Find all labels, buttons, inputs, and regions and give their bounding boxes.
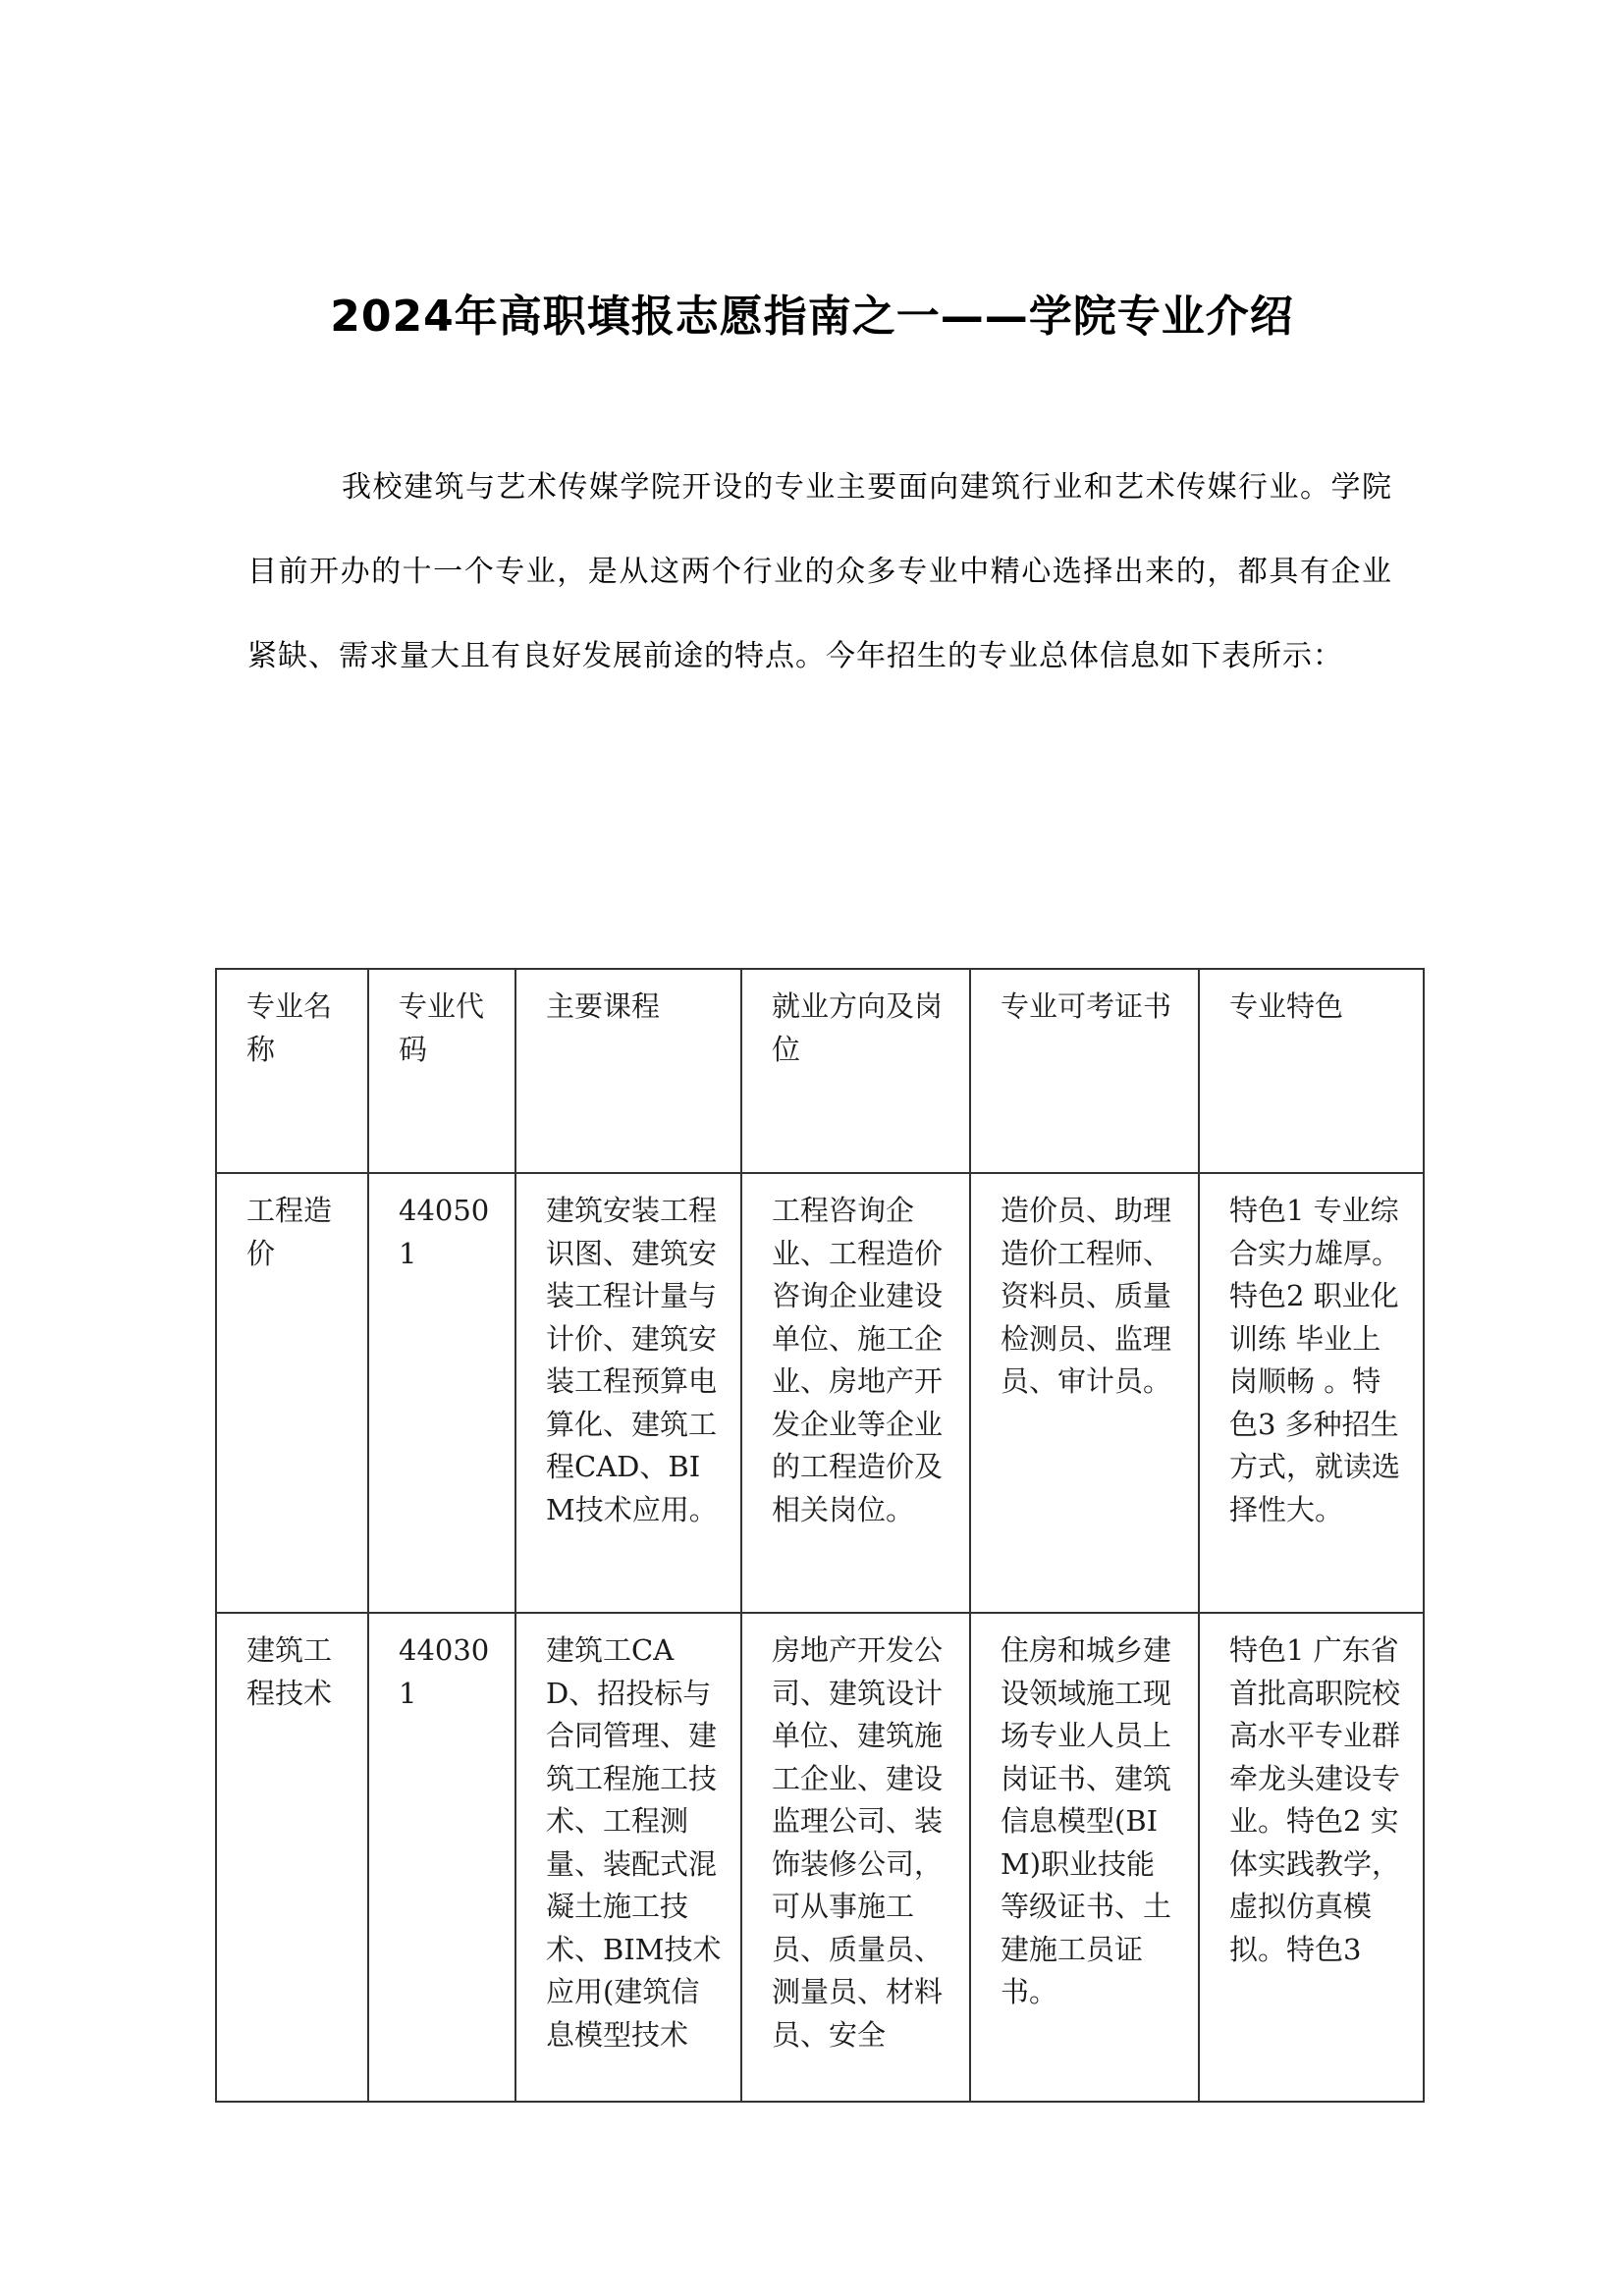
header-career-direction: 就业方向及岗位 — [741, 969, 970, 1173]
cell-features: 特色1 广东省首批高职院校高水平专业群牵龙头建设专业。特色2 实体实践教学，虚拟仿真模拟。特色3 — [1199, 1613, 1424, 2102]
header-features: 专业特色 — [1199, 969, 1424, 1173]
cell-main-courses: 建筑安装工程识图、建筑安装工程计量与计价、建筑安装工程预算电算化、建筑工程CAD、BIM技术应用。 — [515, 1173, 741, 1613]
intro-paragraph: 我校建筑与艺术传媒学院开设的专业主要面向建筑行业和艺术传媒行业。学院目前开办的十一个专业，是从这两个行业的众多专业中精心选择出来的，都具有企业紧缺、需求量大且有良好发展前途的特点。今年招生的专业总体信息如下表所示： — [247, 470, 1392, 673]
page-title: 2024年高职填报志愿指南之一——学院专业介绍 — [330, 292, 1294, 342]
cell-career-direction: 房地产开发公司、建筑设计单位、建筑施工企业、建设监理公司、装饰装修公司，可从事施工员、质量员、测量员、材料员、安全 — [741, 1613, 970, 2102]
cell-major-name: 工程造价 — [216, 1173, 368, 1613]
table-row — [216, 1173, 1424, 1613]
cell-features: 特色1 专业综合实力雄厚。特色2 职业化训练 毕业上岗顺畅 。特色3 多种招生方式，就读选择性大。 — [1199, 1173, 1424, 1613]
cell-main-courses: 建筑工CAD、招投标与合同管理、建筑工程施工技术、工程测量、装配式混凝土施工技术、BIM技术应用(建筑信息模型技术 — [515, 1613, 741, 2102]
cell-certificates: 造价员、助理造价工程师、资料员、质量检测员、监理员、审计员。 — [970, 1173, 1199, 1613]
majors-table — [215, 968, 1425, 2103]
header-major-name: 专业名称 — [216, 969, 368, 1173]
cell-major-code: 440301 — [368, 1613, 515, 2102]
cell-major-code: 440501 — [368, 1173, 515, 1613]
cell-career-direction: 工程咨询企业、工程造价咨询企业建设单位、施工企业、房地产开发企业等企业的工程造价及相关岗位。 — [741, 1173, 970, 1613]
cell-certificates: 住房和城乡建设领域施工现场专业人员上岗证书、建筑信息模型(BIM)职业技能等级证书、土建施工员证书。 — [970, 1613, 1199, 2102]
header-main-courses: 主要课程 — [515, 969, 741, 1173]
header-certificates: 专业可考证书 — [970, 969, 1199, 1173]
header-major-code: 专业代码 — [368, 969, 515, 1173]
table-header-row — [216, 969, 1424, 1173]
table-row — [216, 1613, 1424, 2102]
cell-major-name: 建筑工程技术 — [216, 1613, 368, 2102]
